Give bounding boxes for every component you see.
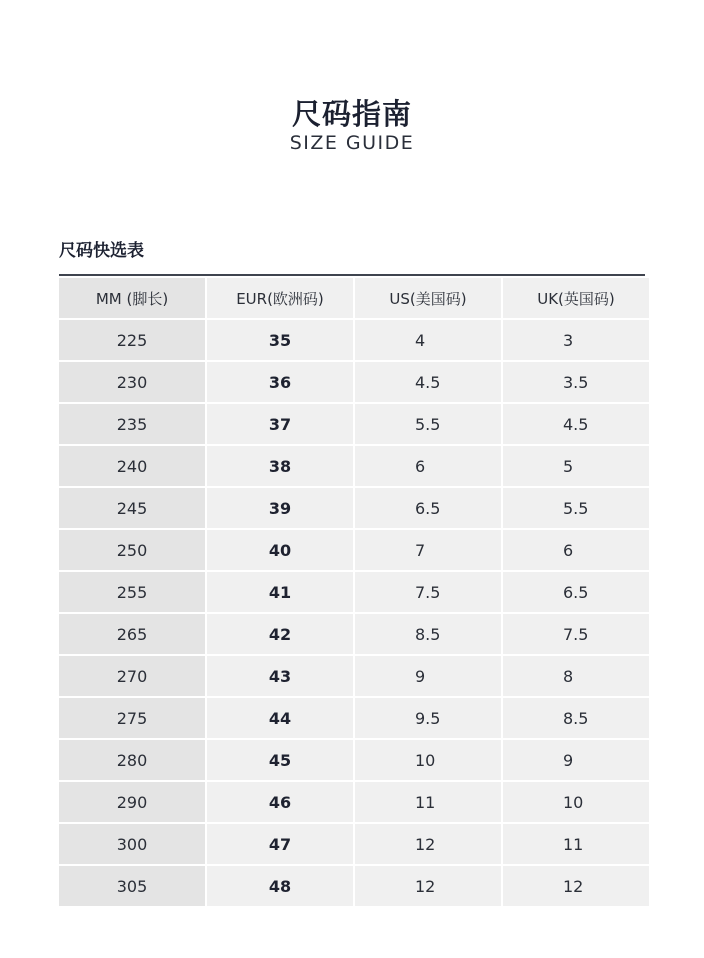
table-row: [59, 320, 649, 360]
table-header-row: [59, 278, 649, 318]
cell-mm: 280: [59, 740, 205, 780]
page-subtitle: SIZE GUIDE: [289, 132, 415, 154]
cell-uk: 11: [503, 824, 649, 864]
cell-eur: 43: [207, 656, 353, 696]
cell-mm: 250: [59, 530, 205, 570]
table-body: [59, 320, 649, 906]
cell-uk: 8: [503, 656, 649, 696]
cell-uk: 7.5: [503, 614, 649, 654]
cell-uk: 6: [503, 530, 649, 570]
cell-us: 12: [355, 866, 501, 906]
cell-eur: 46: [207, 782, 353, 822]
table-row: [59, 740, 649, 780]
table-row: [59, 614, 649, 654]
cell-mm: 300: [59, 824, 205, 864]
cell-mm: 245: [59, 488, 205, 528]
cell-us: 6: [355, 446, 501, 486]
cell-us: 11: [355, 782, 501, 822]
cell-us: 4: [355, 320, 501, 360]
cell-uk: 6.5: [503, 572, 649, 612]
table-row: [59, 656, 649, 696]
cell-mm: 225: [59, 320, 205, 360]
cell-mm: 265: [59, 614, 205, 654]
cell-us: 5.5: [355, 404, 501, 444]
cell-uk: 5: [503, 446, 649, 486]
column-header-eur: EUR(欧洲码): [207, 278, 353, 318]
cell-mm: 275: [59, 698, 205, 738]
cell-us: 4.5: [355, 362, 501, 402]
cell-uk: 4.5: [503, 404, 649, 444]
table-row: [59, 782, 649, 822]
cell-mm: 270: [59, 656, 205, 696]
cell-eur: 48: [207, 866, 353, 906]
cell-mm: 230: [59, 362, 205, 402]
cell-eur: 42: [207, 614, 353, 654]
cell-uk: 8.5: [503, 698, 649, 738]
cell-uk: 12: [503, 866, 649, 906]
cell-mm: 290: [59, 782, 205, 822]
cell-us: 10: [355, 740, 501, 780]
cell-mm: 255: [59, 572, 205, 612]
cell-mm: 305: [59, 866, 205, 906]
table-row: [59, 362, 649, 402]
table-row: [59, 698, 649, 738]
table-row: [59, 866, 649, 906]
size-chart-table: [57, 276, 651, 908]
column-header-mm: MM (脚长): [59, 278, 205, 318]
cell-eur: 37: [207, 404, 353, 444]
table-row: [59, 572, 649, 612]
cell-eur: 35: [207, 320, 353, 360]
column-header-us: US(美国码): [355, 278, 501, 318]
cell-us: 9: [355, 656, 501, 696]
cell-us: 9.5: [355, 698, 501, 738]
table-row: [59, 488, 649, 528]
cell-mm: 240: [59, 446, 205, 486]
cell-eur: 36: [207, 362, 353, 402]
cell-eur: 40: [207, 530, 353, 570]
cell-us: 7.5: [355, 572, 501, 612]
table-row: [59, 824, 649, 864]
section-title: 尺码快选表: [59, 241, 144, 261]
column-header-uk: UK(英国码): [503, 278, 649, 318]
cell-eur: 47: [207, 824, 353, 864]
cell-uk: 3.5: [503, 362, 649, 402]
cell-us: 7: [355, 530, 501, 570]
cell-eur: 45: [207, 740, 353, 780]
cell-uk: 9: [503, 740, 649, 780]
table-row: [59, 530, 649, 570]
cell-us: 8.5: [355, 614, 501, 654]
cell-uk: 3: [503, 320, 649, 360]
cell-uk: 10: [503, 782, 649, 822]
cell-us: 12: [355, 824, 501, 864]
cell-uk: 5.5: [503, 488, 649, 528]
cell-eur: 44: [207, 698, 353, 738]
table-row: [59, 446, 649, 486]
cell-eur: 39: [207, 488, 353, 528]
cell-eur: 41: [207, 572, 353, 612]
cell-us: 6.5: [355, 488, 501, 528]
cell-mm: 235: [59, 404, 205, 444]
page-title: 尺码指南: [291, 97, 412, 131]
table-row: [59, 404, 649, 444]
cell-eur: 38: [207, 446, 353, 486]
